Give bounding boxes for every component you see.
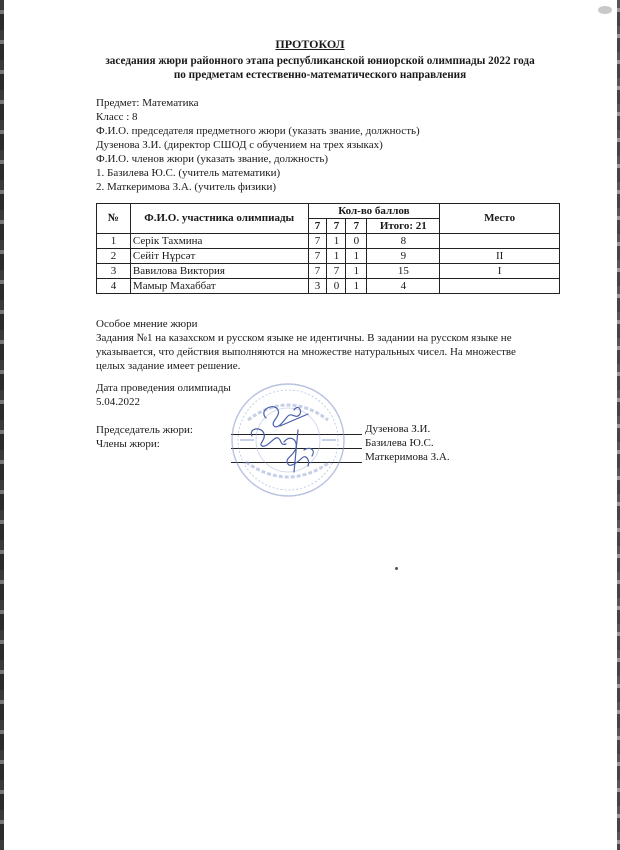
chair-name: Дузенова З.И. (365, 423, 431, 435)
member-1-name: Базилева Ю.С. (365, 437, 434, 449)
opinion-line-3: целых задание имеет решение. (96, 360, 241, 372)
grade-line: Класс : 8 (96, 111, 138, 123)
header-place: Место (440, 204, 560, 234)
row-total: 15 (367, 264, 440, 279)
row-place: II (440, 249, 560, 264)
date-label: Дата проведения олимпиады (96, 382, 231, 394)
opinion-heading: Особое мнение жюри (96, 318, 198, 330)
official-stamp (218, 380, 358, 500)
header-max-3: 7 (346, 219, 367, 234)
stamp-seal (232, 384, 344, 496)
table-row (97, 249, 560, 264)
row-total: 8 (367, 234, 440, 249)
row-name: Вавилова Виктория (130, 264, 308, 279)
chair-signature-label: Председатель жюри: (96, 424, 193, 436)
row-total: 4 (367, 279, 440, 294)
handwritten-signatures (251, 407, 313, 472)
row-name: Сейіт Нұрсәт (130, 249, 308, 264)
header-scores: Кол-во баллов (308, 204, 440, 219)
header-total: Итого: 21 (367, 219, 440, 234)
row-num: 3 (97, 264, 131, 279)
row-place (440, 234, 560, 249)
row-num: 2 (97, 249, 131, 264)
row-place: I (440, 264, 560, 279)
subtitle-line-2: по предметам естественно-математического направления (173, 69, 467, 81)
header-max-2: 7 (327, 219, 346, 234)
member-2-line: 2. Маткеримова З.А. (учитель физики) (96, 181, 277, 193)
table-row (97, 279, 560, 294)
row-num: 1 (97, 234, 131, 249)
table-row (97, 234, 560, 249)
row-score-3: 1 (346, 264, 367, 279)
document-subtitle (70, 54, 570, 82)
row-name: Серік Тахмина (130, 234, 308, 249)
opinion-line-2: указывается, что действия выполняются на множестве натуральных чисел. На множестве (96, 346, 516, 358)
row-place (440, 279, 560, 294)
date-value: 5.04.2022 (96, 396, 140, 408)
member-1-line: 1. Базилева Ю.С. (учитель математики) (96, 167, 281, 179)
row-score-1: 7 (308, 234, 327, 249)
member-2-name: Маткеримова З.А. (365, 451, 450, 463)
document-title: ПРОТОКОЛ (275, 37, 345, 51)
table-header-row (97, 204, 560, 219)
opinion-line-1: Задания №1 на казахском и русском языке не идентичны. В задании на русском языке не (96, 332, 512, 344)
row-score-1: 7 (308, 249, 327, 264)
table-row (97, 264, 560, 279)
row-score-3: 1 (346, 279, 367, 294)
chair-label: Ф.И.О. председателя предметного жюри (указать звание, должность) (96, 125, 420, 137)
row-score-1: 3 (308, 279, 327, 294)
members-label: Ф.И.О. членов жюри (указать звание, должность) (96, 153, 329, 165)
scan-mark (598, 6, 612, 14)
header-name: Ф.И.О. участника олимпиады (130, 204, 308, 234)
subtitle-line-1: заседания жюри районного этапа республиканской юниорской олимпиады 2022 года (105, 55, 535, 67)
row-score-2: 1 (327, 234, 346, 249)
header-max-1: 7 (308, 219, 327, 234)
row-score-3: 0 (346, 234, 367, 249)
row-score-1: 7 (308, 264, 327, 279)
scan-edge-left (0, 0, 4, 850)
row-total: 9 (367, 249, 440, 264)
row-score-2: 1 (327, 249, 346, 264)
row-name: Мамыр Махаббат (130, 279, 308, 294)
row-num: 4 (97, 279, 131, 294)
subject-line: Предмет: Математика (96, 97, 199, 109)
chair-value: Дузенова З.И. (директор СШОД с обучением на трех языках) (96, 139, 383, 151)
row-score-2: 7 (327, 264, 346, 279)
row-score-3: 1 (346, 249, 367, 264)
members-signature-label: Члены жюри: (96, 438, 160, 450)
scan-speck (395, 567, 398, 570)
header-num: № (97, 204, 131, 234)
row-score-2: 0 (327, 279, 346, 294)
results-table (96, 203, 560, 294)
